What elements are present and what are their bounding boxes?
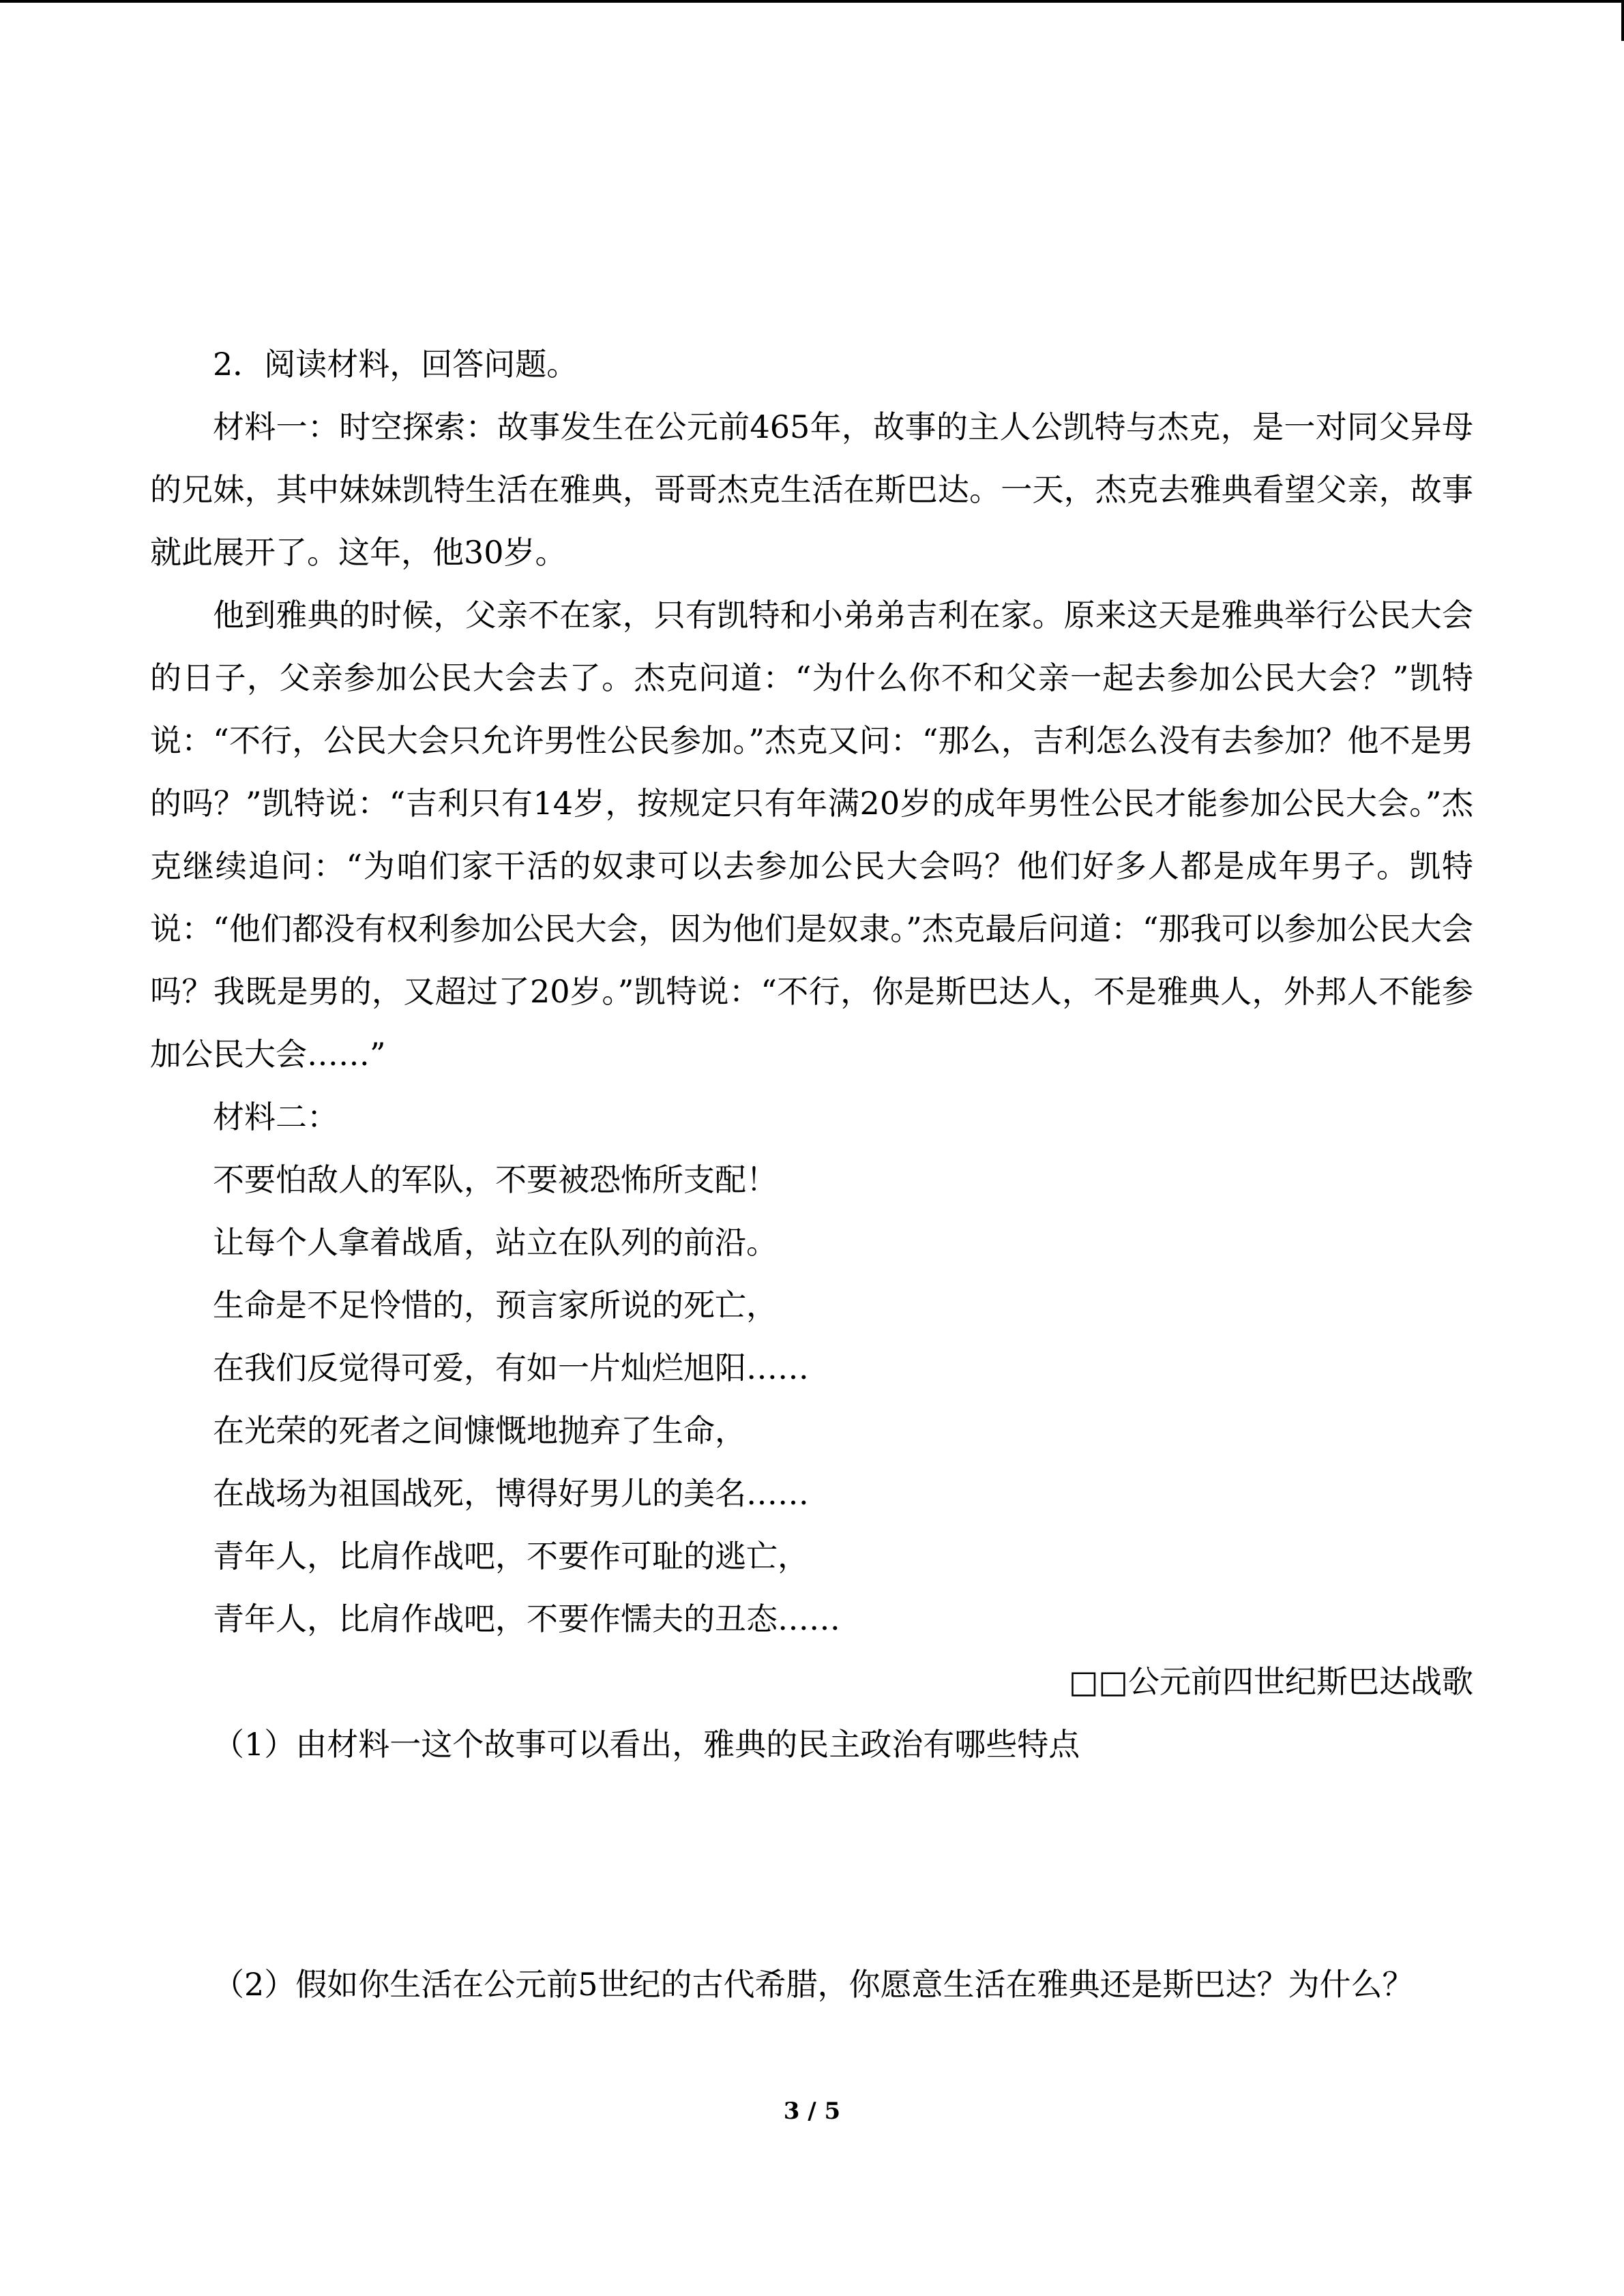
question-block <box>150 333 1473 2016</box>
poem-line: 生命是不足怜惜的，预言家所说的死亡， <box>213 1287 778 1324</box>
page-corner-mark <box>1621 0 1624 41</box>
poem-source: □□公元前四世纪斯巴达战歌 <box>1069 1663 1473 1700</box>
poem-line: 让每个人拿着战盾，站立在队列的前沿。 <box>213 1224 778 1261</box>
sub-question-1: （1）由材料一这个故事可以看出，雅典的民主政治有哪些特点 <box>213 1726 1080 1763</box>
material-one-intro: 材料一：时空探索：故事发生在公元前465年，故事的主人公凯特与杰克，是一对同父异母的兄妹，其中妹妹凯特生活在雅典，哥哥杰克生活在斯巴达。一天，杰克去雅典看望父亲，故事就此展开了。这年，他30岁。 <box>150 408 1473 571</box>
poem-line: 在光荣的死者之间慷慨地抛弃了生命， <box>213 1412 746 1449</box>
material-one-story: 他到雅典的时候，父亲不在家，只有凯特和小弟弟吉利在家。原来这天是雅典举行公民大会的日子，父亲参加公民大会去了。杰克问道：“为什么你不和父亲一起去参加公民大会？”凯特说：“不行，公民大会只允许男性公民参加。”杰克又问：“那么，吉利怎么没有去参加？他不是男的吗？”凯特说：“吉利只有14岁，按规定只有年满20岁的成年男性公民才能参加公民大会。”杰克继续追问：“为咱们家干活的奴隶可以去参加公民大会吗？他们好多人都是成年男子。凯特说：“他们都没有权利参加公民大会，因为他们是奴隶。”杰克最后问道：“那我可以参加公民大会吗？我既是男的，又超过了20岁。”凯特说：“不行，你是斯巴达人，不是雅典人，外邦人不能参加公民大会……” <box>150 597 1473 1073</box>
page-number: 3 / 5 <box>783 2098 841 2125</box>
poem <box>150 1148 1473 1650</box>
poem-line: 不要怕敌人的军队，不要被恐怖所支配！ <box>213 1161 778 1198</box>
poem-line: 青年人，比肩作战吧，不要作可耻的逃亡， <box>213 1538 809 1575</box>
page-top-border <box>0 0 1624 3</box>
poem-line: 在我们反觉得可爱，有如一片灿烂旭阳…… <box>213 1350 809 1386</box>
answer-space <box>150 1776 1473 1953</box>
question-title: 2．阅读材料，回答问题。 <box>213 346 578 383</box>
poem-line: 在战场为祖国战死，博得好男儿的美名…… <box>213 1475 809 1512</box>
poem-line: 青年人，比肩作战吧，不要作懦夫的丑态…… <box>213 1600 840 1637</box>
material-two-label: 材料二： <box>213 1099 338 1135</box>
sub-question-2: （2）假如你生活在公元前5世纪的古代希腊，你愿意生活在雅典还是斯巴达？为什么？ <box>213 1966 1414 2003</box>
